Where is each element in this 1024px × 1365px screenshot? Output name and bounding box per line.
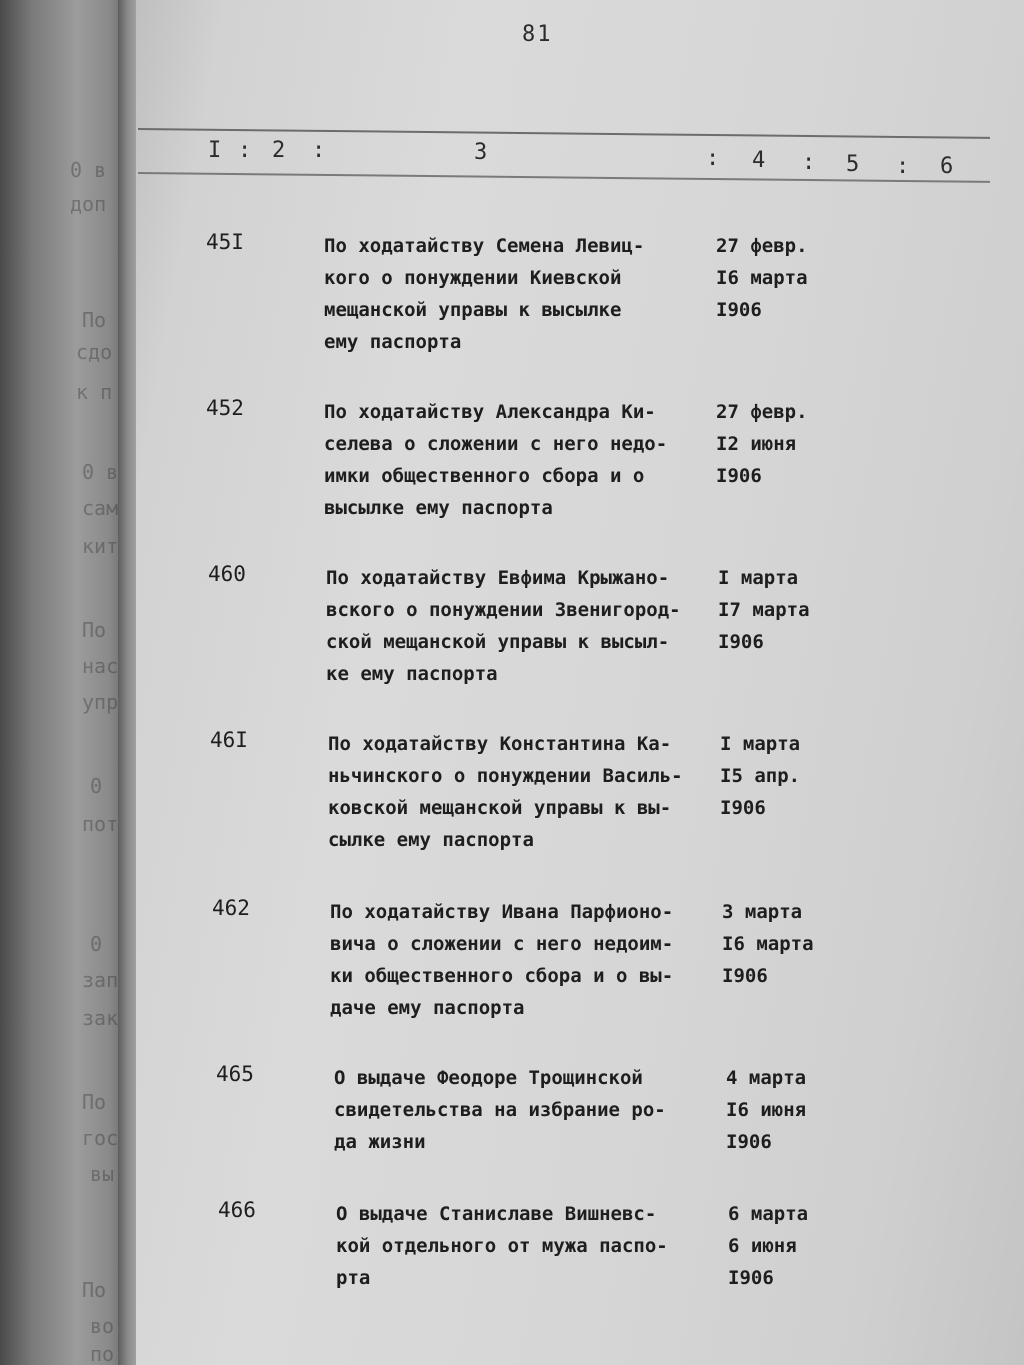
description-line: вича о сложении с него недоим- bbox=[330, 933, 674, 955]
date-end: I7 марта bbox=[718, 599, 810, 621]
description-line: даче ему паспорта bbox=[330, 997, 525, 1019]
entry-number: 462 bbox=[212, 896, 250, 920]
date-year: I906 bbox=[720, 797, 766, 819]
date-start: I марта bbox=[718, 567, 799, 589]
entry-description bbox=[336, 1198, 736, 1294]
date-end: I6 марта bbox=[722, 933, 814, 955]
column-header-2: 2 bbox=[272, 138, 286, 163]
description-line: О выдаче Станиславе Вишневс- bbox=[336, 1203, 657, 1225]
ghost-text: кит bbox=[82, 534, 119, 558]
description-line: По ходатайству Ивана Парфионо- bbox=[330, 901, 674, 923]
description-line: О выдаче Феодоре Трощинской bbox=[334, 1067, 643, 1089]
entry-description bbox=[330, 896, 730, 1024]
ghost-text: 0 bbox=[90, 774, 103, 798]
column-separator: : bbox=[238, 138, 252, 163]
date-year: I906 bbox=[728, 1267, 774, 1289]
description-line: высылке ему паспорта bbox=[324, 497, 553, 519]
entry-dates bbox=[720, 728, 840, 824]
date-start: 3 марта bbox=[722, 901, 803, 923]
ghost-text: вы bbox=[90, 1162, 115, 1186]
ghost-text: сам bbox=[82, 496, 119, 520]
ghost-text: сдо bbox=[76, 340, 113, 364]
column-header-4: 4 bbox=[752, 148, 766, 173]
entry-dates bbox=[718, 562, 838, 658]
column-header-1: I bbox=[208, 138, 222, 163]
description-line: ки общественного сбора и о вы- bbox=[330, 965, 674, 987]
description-line: ковской мещанской управы к вы- bbox=[328, 797, 672, 819]
entry-dates bbox=[728, 1198, 848, 1294]
description-line: сылке ему паспорта bbox=[328, 829, 534, 851]
ghost-text: во bbox=[90, 1314, 115, 1338]
ghost-text: упр bbox=[82, 690, 119, 714]
ghost-text: зап bbox=[82, 968, 119, 992]
ghost-text: По bbox=[82, 308, 107, 332]
column-separator: : bbox=[802, 150, 816, 175]
entry-number: 465 bbox=[216, 1062, 254, 1086]
description-line: ему паспорта bbox=[324, 331, 462, 353]
date-start: 6 марта bbox=[728, 1203, 809, 1225]
date-start: 27 февр. bbox=[716, 401, 808, 423]
date-end: 6 июня bbox=[728, 1235, 797, 1257]
column-header-3: 3 bbox=[474, 140, 488, 165]
column-separator: : bbox=[312, 138, 326, 163]
page-number: 81 bbox=[522, 22, 553, 47]
date-end: I5 апр. bbox=[720, 765, 801, 787]
entry-dates bbox=[722, 896, 842, 992]
ghost-text: нас bbox=[82, 654, 119, 678]
ghost-text: пот bbox=[82, 812, 119, 836]
ghost-text: По bbox=[82, 618, 107, 642]
column-header-6: 6 bbox=[940, 154, 954, 179]
date-year: I906 bbox=[716, 299, 762, 321]
entry-description bbox=[328, 728, 728, 856]
description-line: вского о понуждении Звенигород- bbox=[326, 599, 681, 621]
entry-dates bbox=[726, 1062, 846, 1158]
description-line: ке ему паспорта bbox=[326, 663, 498, 685]
entry-description bbox=[334, 1062, 734, 1158]
description-line: да жизни bbox=[334, 1131, 426, 1153]
date-end: I2 июня bbox=[716, 433, 797, 455]
entry-number: 46I bbox=[210, 728, 248, 752]
description-line: По ходатайству Семена Левиц- bbox=[324, 235, 645, 257]
description-line: По ходатайству Александра Ки- bbox=[324, 401, 656, 423]
date-year: I906 bbox=[718, 631, 764, 653]
ghost-text: гос bbox=[82, 1126, 119, 1150]
column-header-5: 5 bbox=[846, 152, 860, 177]
date-year: I906 bbox=[726, 1131, 772, 1153]
ghost-text: к п bbox=[76, 380, 113, 404]
facing-page bbox=[0, 0, 128, 1365]
description-line: рта bbox=[336, 1267, 371, 1289]
ghost-text: 0 bbox=[90, 932, 103, 956]
entry-description bbox=[326, 562, 726, 690]
date-year: I906 bbox=[722, 965, 768, 987]
description-line: селева о сложении с него недо- bbox=[324, 433, 668, 455]
date-year: I906 bbox=[716, 465, 762, 487]
ghost-text: 0 в bbox=[82, 460, 119, 484]
date-start: I марта bbox=[720, 733, 801, 755]
entry-description bbox=[324, 396, 724, 524]
ghost-text: по bbox=[90, 1342, 115, 1365]
entry-description bbox=[324, 230, 724, 358]
description-line: кого о понуждении Киевской bbox=[324, 267, 622, 289]
column-separator: : bbox=[706, 146, 720, 171]
description-line: кой отдельного от мужа паспо- bbox=[336, 1235, 668, 1257]
entry-number: 452 bbox=[206, 396, 244, 420]
ghost-text: 0 в bbox=[70, 158, 107, 182]
entry-number: 45I bbox=[206, 230, 244, 254]
entry-dates bbox=[716, 230, 836, 326]
entry-dates bbox=[716, 396, 836, 492]
date-start: 27 февр. bbox=[716, 235, 808, 257]
date-end: I6 марта bbox=[716, 267, 808, 289]
ghost-text: зак bbox=[82, 1006, 119, 1030]
description-line: ской мещанской управы к высыл- bbox=[326, 631, 670, 653]
description-line: свидетельства на избрание ро- bbox=[334, 1099, 666, 1121]
entry-number: 460 bbox=[208, 562, 246, 586]
ghost-text: По bbox=[82, 1278, 107, 1302]
date-end: I6 июня bbox=[726, 1099, 807, 1121]
description-line: По ходатайству Константина Ка- bbox=[328, 733, 672, 755]
description-line: ньчинского о понуждении Василь- bbox=[328, 765, 683, 787]
column-separator: : bbox=[896, 154, 910, 179]
ghost-text: доп bbox=[70, 192, 107, 216]
ghost-text: По bbox=[82, 1090, 107, 1114]
description-line: мещанской управы к высылке bbox=[324, 299, 622, 321]
entry-number: 466 bbox=[218, 1198, 256, 1222]
description-line: По ходатайству Евфима Крыжано- bbox=[326, 567, 670, 589]
description-line: имки общественного сбора и о bbox=[324, 465, 645, 487]
date-start: 4 марта bbox=[726, 1067, 807, 1089]
